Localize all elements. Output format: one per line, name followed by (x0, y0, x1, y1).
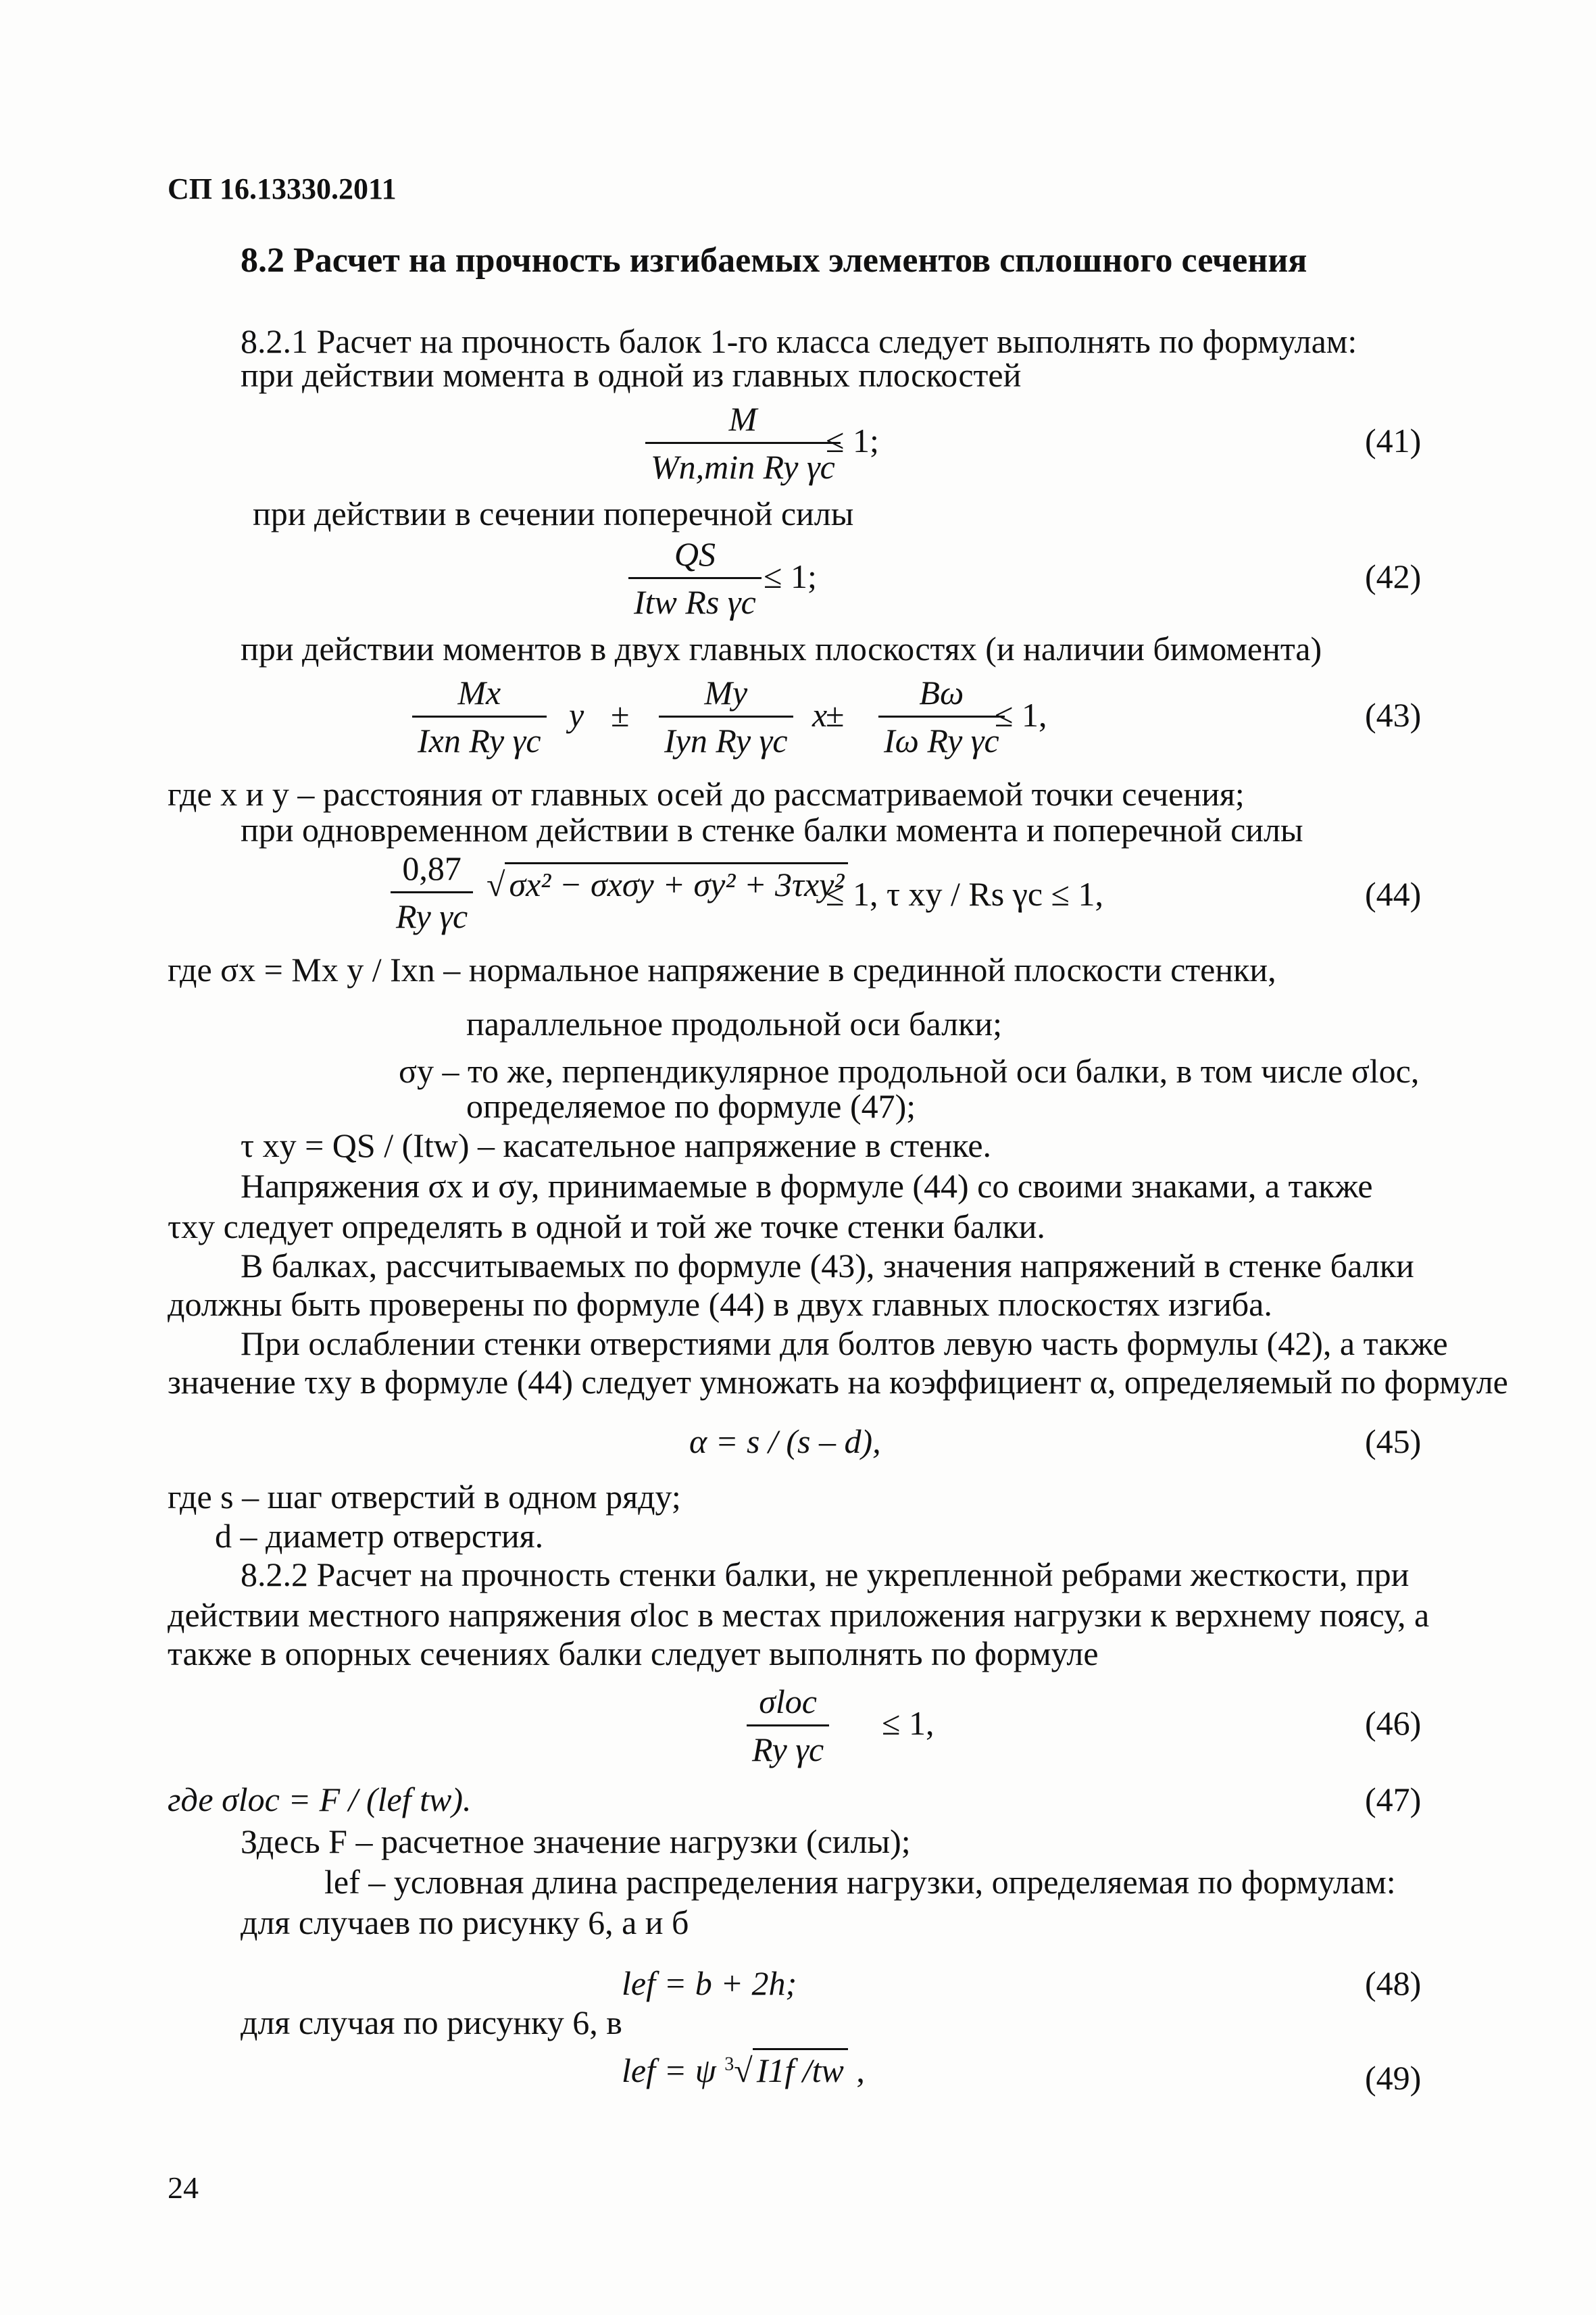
paragraph-line: d – диаметр отверстия. (215, 1517, 544, 1555)
formula-44-fraction (391, 848, 473, 937)
formula-denominator: Iω Ry γc (878, 716, 1005, 761)
definition-line: определяемое по формуле (47); (466, 1087, 916, 1125)
formula-number: (44) (1365, 875, 1422, 913)
formula-denominator: Ry γc (391, 891, 473, 937)
paragraph-line: 8.2.2 Расчет на прочность стенки балки, не укрепленной ребрами жесткости, при (241, 1555, 1410, 1593)
formula-43-fraction-1 (412, 672, 547, 761)
sqrt-sign: √ (734, 2051, 753, 2089)
paragraph-line: В балках, рассчитываемых по формуле (43), значения напряжений в стенке балки (241, 1247, 1414, 1285)
formula-42-fraction (628, 534, 762, 622)
formula-44-root (487, 865, 848, 904)
paragraph-line: τxy следует определять в одной и той же точке стенки балки. (168, 1208, 1045, 1245)
definition-line: параллельное продольной оси балки; (466, 1005, 1003, 1043)
paragraph-line: где s – шаг отверстий в одном ряду; (168, 1478, 681, 1516)
formula-operator: ± (826, 696, 845, 734)
paragraph-line: также в опорных сечениях балки следует выполнять по формуле (168, 1635, 1099, 1672)
paragraph-line: значение τxy в формуле (44) следует умножать на коэффициент α, определяемый по формуле (168, 1363, 1508, 1401)
paragraph-line: где x и y – расстояния от главных осей до рассматриваемой точки сечения; (168, 775, 1245, 813)
formula-48: lef = b + 2h; (622, 1964, 797, 2002)
root-index: 3 (724, 2053, 734, 2075)
formula-tail: , (856, 2051, 865, 2089)
formula-denominator: Itw Rs γc (628, 577, 762, 622)
document-code: СП 16.13330.2011 (168, 172, 397, 205)
paragraph-line: при действии моментов в двух главных плоскостях (и наличии бимомента) (241, 630, 1322, 668)
formula-number: (43) (1365, 696, 1422, 734)
formula-denominator: Ry γc (747, 1724, 829, 1770)
formula-45: α = s / (s – d), (689, 1422, 881, 1460)
formula-numerator: My (704, 674, 748, 712)
formula-number: (49) (1365, 2059, 1422, 2097)
formula-operator: ± (611, 696, 630, 734)
formula-numerator: M (728, 400, 757, 438)
formula-relation: ≤ 1, (995, 696, 1047, 734)
sqrt-radicand: σx² − σxσy + σy² + 3τxy² (505, 862, 848, 903)
formula-variable: x (812, 696, 828, 734)
formula-numerator: 0,87 (402, 849, 462, 887)
paragraph-line: lef – условная длина распределения нагрузки, определяемая по формулам: (324, 1863, 1396, 1901)
formula-numerator: Mx (457, 674, 501, 712)
sqrt-radicand: I1f /tw (753, 2048, 848, 2089)
formula-46-fraction (747, 1681, 829, 1770)
formula-numerator: Bω (919, 674, 964, 712)
formula-43-fraction-2 (659, 672, 793, 761)
paragraph-line: для случая по рисунку 6, в (241, 2003, 622, 2041)
paragraph-line: Напряжения σx и σy, принимаемые в формуле (44) со своими знаками, а также (241, 1167, 1373, 1205)
formula-number: (42) (1365, 557, 1422, 595)
paragraph-line: Здесь F – расчетное значение нагрузки (силы); (241, 1822, 911, 1860)
paragraph-line: при действии в сечении поперечной силы (253, 495, 854, 532)
paragraph-line: При ослаблении стенки отверстиями для болтов левую часть формулы (42), а также (241, 1324, 1448, 1362)
sqrt-sign: √ (487, 866, 505, 903)
formula-lhs: lef = ψ (622, 2051, 716, 2089)
formula-numerator: σloc (759, 1683, 817, 1720)
paragraph-line: при действии момента в одной из главных плоскостей (241, 356, 1022, 394)
paragraph-line: действии местного напряжения σloc в местах приложения нагрузки к верхнему поясу, а (168, 1596, 1430, 1634)
formula-number: (48) (1365, 1964, 1422, 2002)
definition-line: τ xy = QS / (Itw) – касательное напряжение в стенке. (241, 1126, 992, 1164)
formula-denominator: Iyn Ry γc (659, 716, 793, 761)
definition-line: где σx = Mx y / Ixn – нормальное напряжение в срединной плоскости стенки, (168, 951, 1276, 989)
formula-relation: ≤ 1, (882, 1704, 934, 1742)
definition-line: σy – то же, перпендикулярное продольной оси балки, в том числе σloc, (399, 1052, 1420, 1090)
formula-41-fraction (645, 399, 841, 487)
paragraph-line: должны быть проверены по формуле (44) в двух главных плоскостях изгиба. (168, 1285, 1272, 1323)
formula-number: (45) (1365, 1422, 1422, 1460)
formula-relation: ≤ 1; (826, 422, 879, 459)
formula-number: (41) (1365, 422, 1422, 459)
formula-43-fraction-3 (878, 672, 1005, 761)
formula-denominator: Wn,min Ry γc (645, 442, 841, 487)
paragraph-line: при одновременном действии в стенке балки момента и поперечной силы (241, 811, 1303, 849)
formula-denominator: Ixn Ry γc (412, 716, 547, 761)
formula-variable: y (569, 696, 584, 734)
paragraph-line: 8.2.1 Расчет на прочность балок 1-го класса следует выполнять по формулам: (241, 322, 1357, 360)
paragraph-line: для случаев по рисунку 6, а и б (241, 1903, 689, 1941)
formula-number: (46) (1365, 1704, 1422, 1742)
section-title: 8.2 Расчет на прочность изгибаемых элементов сплошного сечения (241, 241, 1307, 280)
page-number: 24 (168, 2170, 199, 2205)
formula-47: где σloc = F / (lef tw). (168, 1781, 472, 1818)
formula-relation: ≤ 1; (764, 557, 817, 595)
formula-number: (47) (1365, 1781, 1422, 1818)
formula-49 (622, 2051, 865, 2090)
formula-numerator: QS (674, 535, 716, 573)
formula-relation: ≤ 1, τ xy / Rs γc ≤ 1, (826, 875, 1103, 913)
